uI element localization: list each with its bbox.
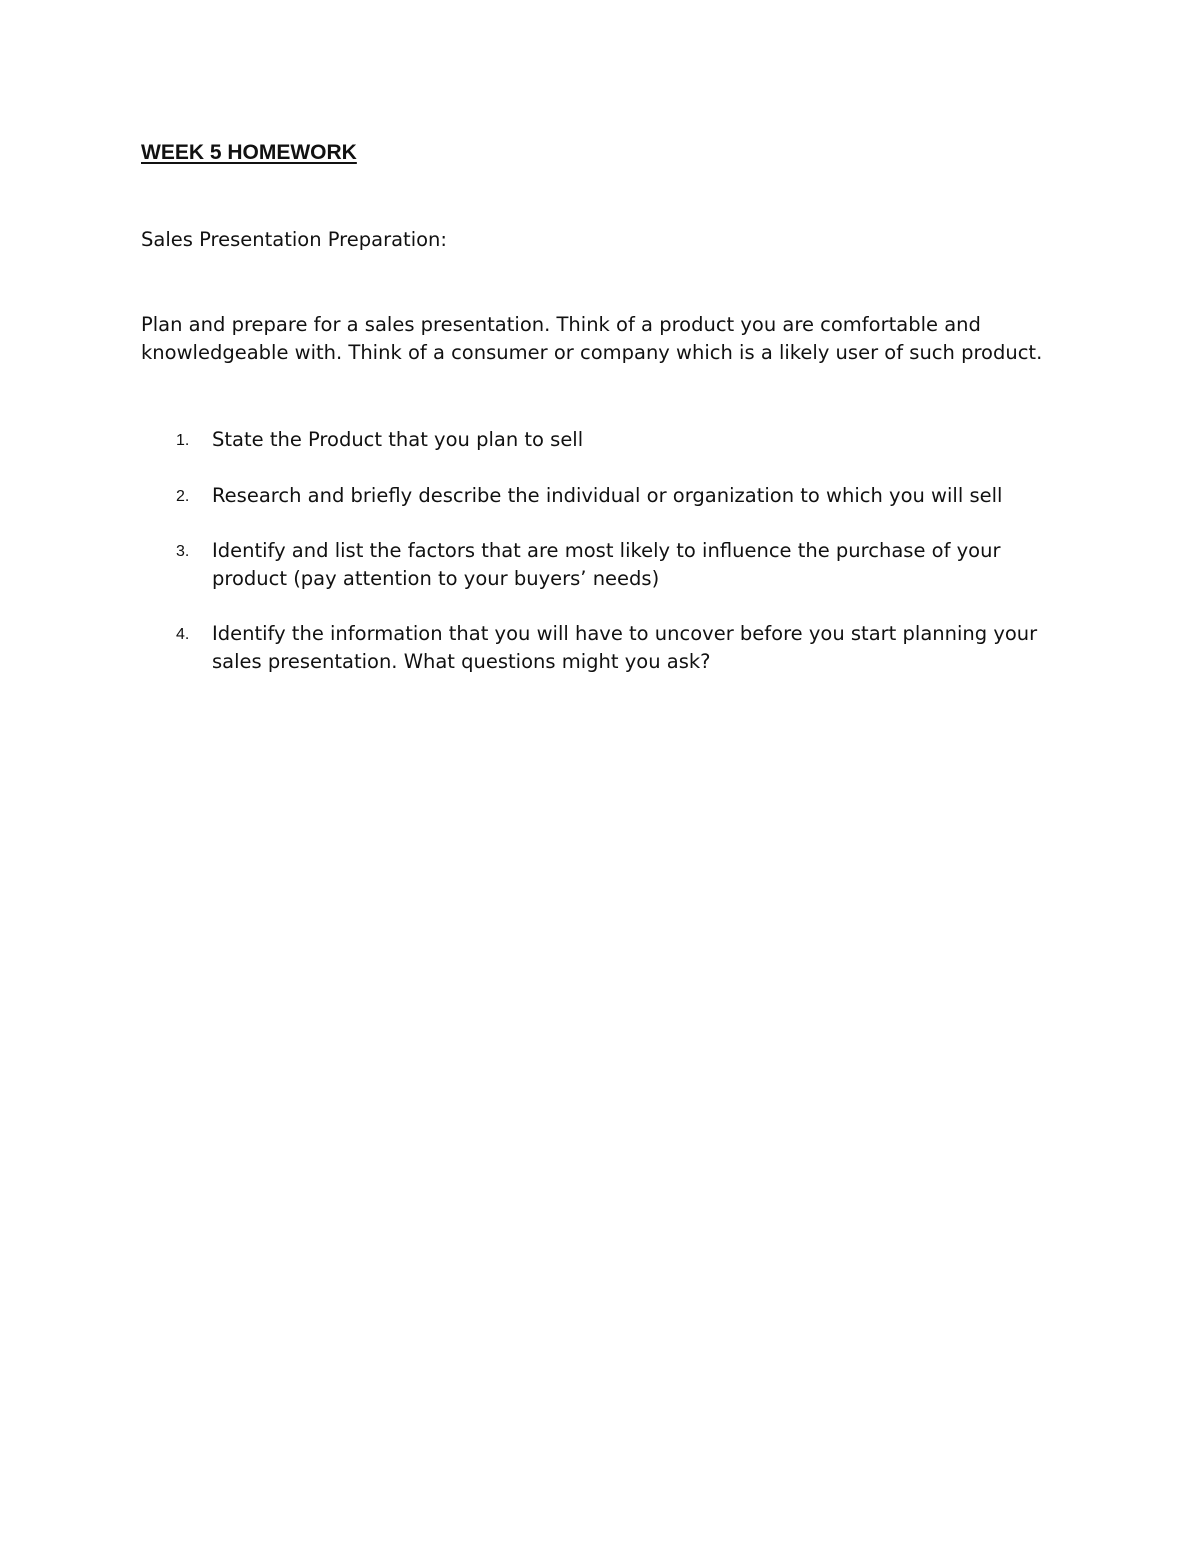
list-item: [141, 537, 1057, 592]
list-item-number: 4.: [176, 626, 190, 643]
document-title: WEEK 5 HOMEWORK: [141, 141, 357, 164]
list-item-text: State the Product that you plan to sell: [212, 428, 584, 451]
document-content: [141, 138, 1061, 703]
task-list: [141, 426, 1061, 675]
section-heading: Sales Presentation Preparation:: [141, 228, 447, 251]
intro-paragraph: Plan and prepare for a sales presentation. Think of a product you are comfortable and knowledgeable with. Think of a consumer or company which is a likely user of such product.: [141, 313, 1043, 364]
list-item-number: 1.: [176, 432, 190, 449]
list-item: [141, 482, 1057, 510]
list-item: [141, 620, 1057, 675]
list-item: [141, 426, 1057, 454]
list-item-text: Identify and list the factors that are most likely to influence the purchase of your product (pay attention to your buyers’ needs): [212, 539, 1001, 590]
list-item-number: 3.: [176, 543, 190, 560]
list-item-text: Research and briefly describe the individual or organization to which you will sell: [212, 483, 1003, 507]
list-item-number: 2.: [176, 487, 190, 505]
list-item-text: Identify the information that you will have to uncover before you start planning your sales presentation. What questions might you ask?: [212, 622, 1038, 673]
